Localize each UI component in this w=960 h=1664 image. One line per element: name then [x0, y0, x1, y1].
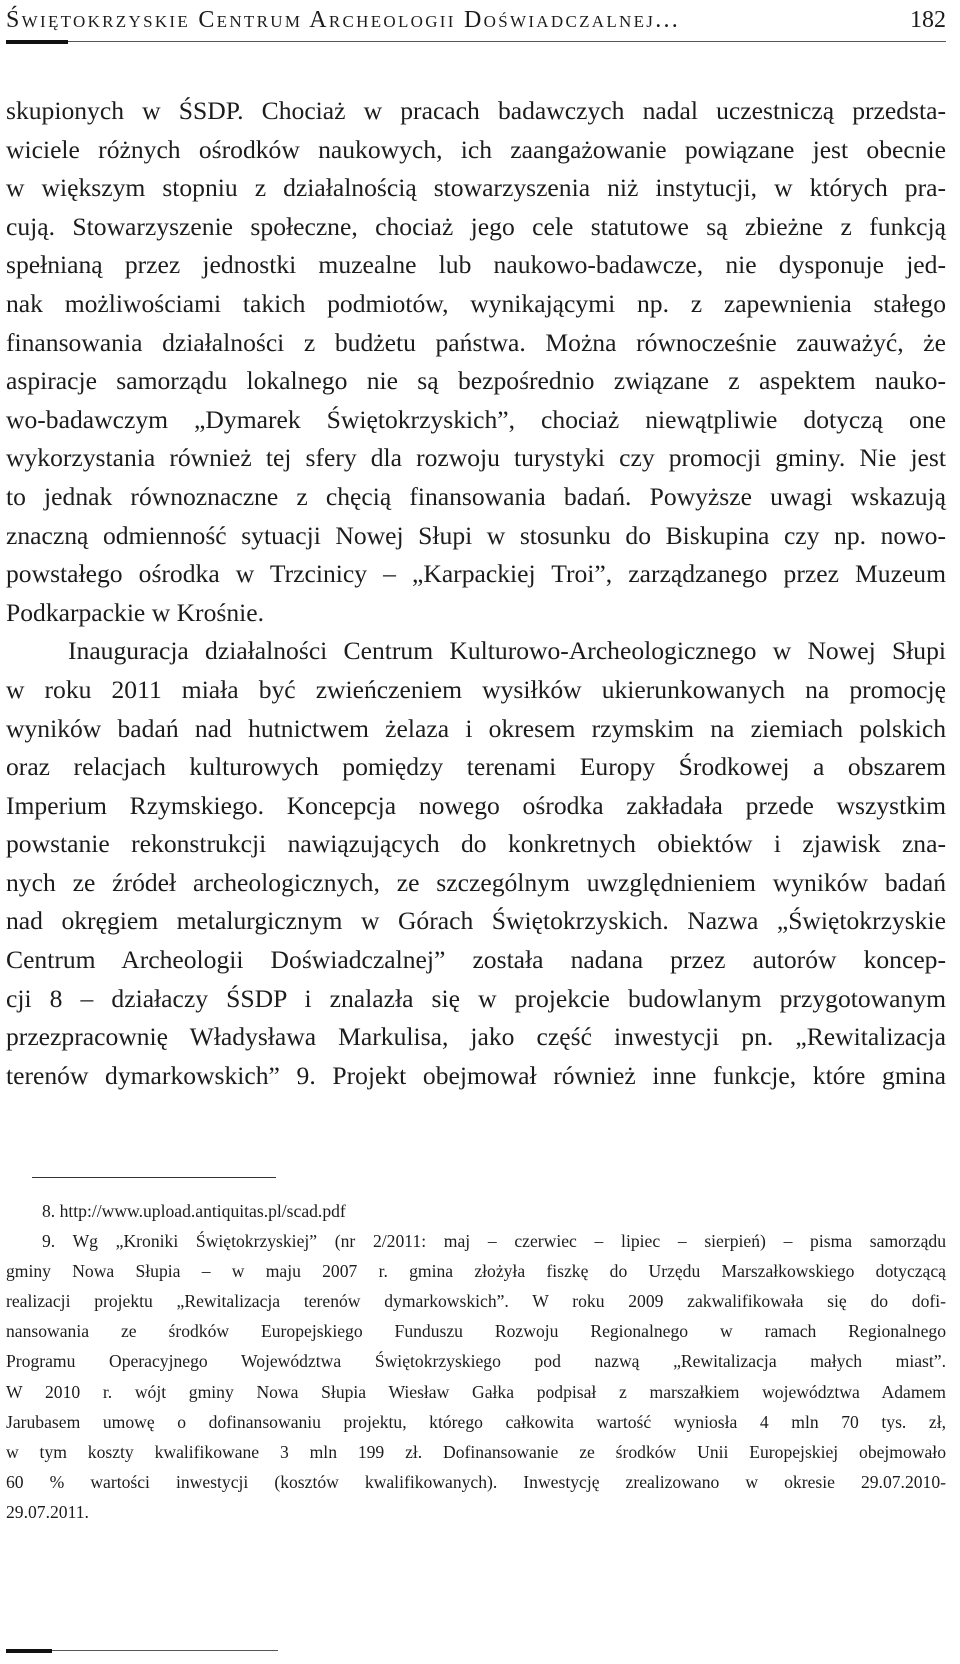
body-line: znaczną odmienność sytuacji Nowej Słupi w stosunku do Biskupina czy np. nowo-	[6, 520, 946, 550]
body-line: wiciele różnych ośrodków naukowych, ich zaangażowanie powiązane jest obecnie	[6, 134, 946, 164]
body-line: oraz relacjach kulturowych pomiędzy terenami Europy Środkowej a obszarem	[6, 752, 946, 782]
footnote-separator	[32, 1177, 276, 1178]
body-line-paragraph-end: Podkarpackie w Krośnie.	[6, 597, 264, 627]
body-line: aspiracje samorządu lokalnego nie są bezpośrednio związane z aspektem nauko-	[6, 366, 946, 396]
body-line: wo-badawczym „Dymarek Świętokrzyskich”, chociaż niewątpliwie dotyczą one	[6, 404, 946, 434]
body-line: powstałego ośrodka w Trzcinicy – „Karpackiej Troi”, zarządzanego przez Muzeum	[6, 559, 946, 589]
body-line: w roku 2011 miała być zwieńczeniem wysiłków ukierunkowanych na promocję	[6, 674, 946, 704]
footnote-line: W 2010 r. wójt gminy Nowa Słupia Wiesław Gałka podpisał z marszałkiem województwa Adamem	[6, 1381, 946, 1402]
body-line: przezpracownię Władysława Markulisa, jako część inwestycji pn. „Rewitalizacja	[6, 1022, 946, 1052]
body-line: cji 8 – działaczy ŚSDP i znalazła się w projekcie budowlanym przygotowanym	[6, 983, 946, 1013]
body-line: finansowania działalności z budżetu państwa. Można równocześnie zauważyć, że	[6, 327, 946, 357]
body-line: spełnianą przez jednostki muzealne lub naukowo-badawcze, nie dysponuje jed-	[6, 250, 946, 280]
body-line: skupionych w ŚSDP. Chociaż w pracach badawczych nadal uczestniczą przedsta-	[6, 96, 946, 125]
footnote-line: Programu Operacyjnego Województwa Świętokrzyskiego pod nazwą „Rewitalizacja małych miast”.	[6, 1351, 946, 1372]
body-line: to jednak równoznaczne z chęcią finansowania badań. Powyższe uwagi wskazują	[6, 481, 946, 511]
body-line: Centrum Archeologii Doświadczalnej” została nadana przez autorów koncep-	[6, 945, 946, 975]
footnotes	[6, 1196, 946, 1527]
body-line: terenów dymarkowskich” 9. Projekt obejmował również inne funkcje, które gmina	[6, 1060, 946, 1090]
body-line: powstanie rekonstrukcji nawiązujących do konkretnych obiektów i zjawisk zna-	[6, 829, 946, 859]
running-header	[6, 6, 946, 34]
footnote-line: Jarubasem umowę o dofinansowaniu projektu, którego całkowita wartość wyniosła 4 mln 70 tys. zł,	[6, 1411, 946, 1432]
body-text	[6, 92, 946, 1095]
footnote-line: gminy Nowa Słupia – w maju 2007 r. gmina złożyła fiszkę do Urzędu Marszałkowskiego dotyczącą	[6, 1261, 946, 1282]
body-line: w większym stopniu z działalnością stowarzyszenia niż instytucji, w których pra-	[6, 173, 946, 203]
footer-rule-accent	[6, 1649, 52, 1653]
body-line: cują. Stowarzyszenie społeczne, chociaż jego cele statutowe są zbieżne z funkcją	[6, 211, 946, 241]
body-line: nak możliwościami takich podmiotów, wynikającymi np. z zapewnienia stałego	[6, 288, 946, 318]
footnote-line: 60 % wartości inwestycji (kosztów kwalifikowanych). Inwestycję zrealizowano w okresie 29.07.2010-	[6, 1471, 946, 1492]
body-line: nad okręgiem metalurgicznym w Górach Świętokrzyskich. Nazwa „Świętokrzyskie	[6, 906, 946, 936]
running-title: Świętokrzyskie Centrum Archeologii Doświadczalnej...	[6, 7, 681, 33]
header-rule	[6, 41, 946, 42]
footnote-line: realizacji projektu „Rewitalizacja terenów dymarkowskich”. W roku 2009 zakwalifikowała się do dofi-	[6, 1291, 946, 1312]
page-number: 182	[910, 7, 946, 33]
footnote-line: w tym koszty kwalifikowane 3 mln 199 zł. Dofinansowanie ze środków Unii Europejskiej obejmowało	[6, 1441, 946, 1462]
body-line: wykorzystania również tej sfery dla rozwoju turystyki czy promocji gminy. Nie jest	[6, 443, 946, 473]
footnote-line: 29.07.2011.	[6, 1501, 89, 1522]
footnote-line: nansowania ze środków Europejskiego Funduszu Rozwoju Regionalnego w ramach Regionalnego	[6, 1321, 946, 1342]
body-line: wyników badań nad hutnictwem żelaza i okresem rzymskim na ziemiach polskich	[6, 713, 946, 743]
body-line: Imperium Rzymskiego. Koncepcja nowego ośrodka zakładała przede wszystkim	[6, 790, 946, 820]
body-line: nych ze źródeł archeologicznych, ze szczególnym uwzględnieniem wyników badań	[6, 867, 946, 897]
footnote-9: 9. Wg „Kroniki Świętokrzyskiej” (nr 2/2011: maj – czerwiec – lipiec – sierpień) – pisma samorządu	[42, 1231, 946, 1252]
footnote-8: 8. http://www.upload.antiquitas.pl/scad.pdf	[42, 1201, 346, 1221]
body-line-paragraph-start: Inauguracja działalności Centrum Kulturowo-Archeologicznego w Nowej Słupi	[68, 636, 946, 666]
header-rule-accent	[6, 40, 68, 44]
